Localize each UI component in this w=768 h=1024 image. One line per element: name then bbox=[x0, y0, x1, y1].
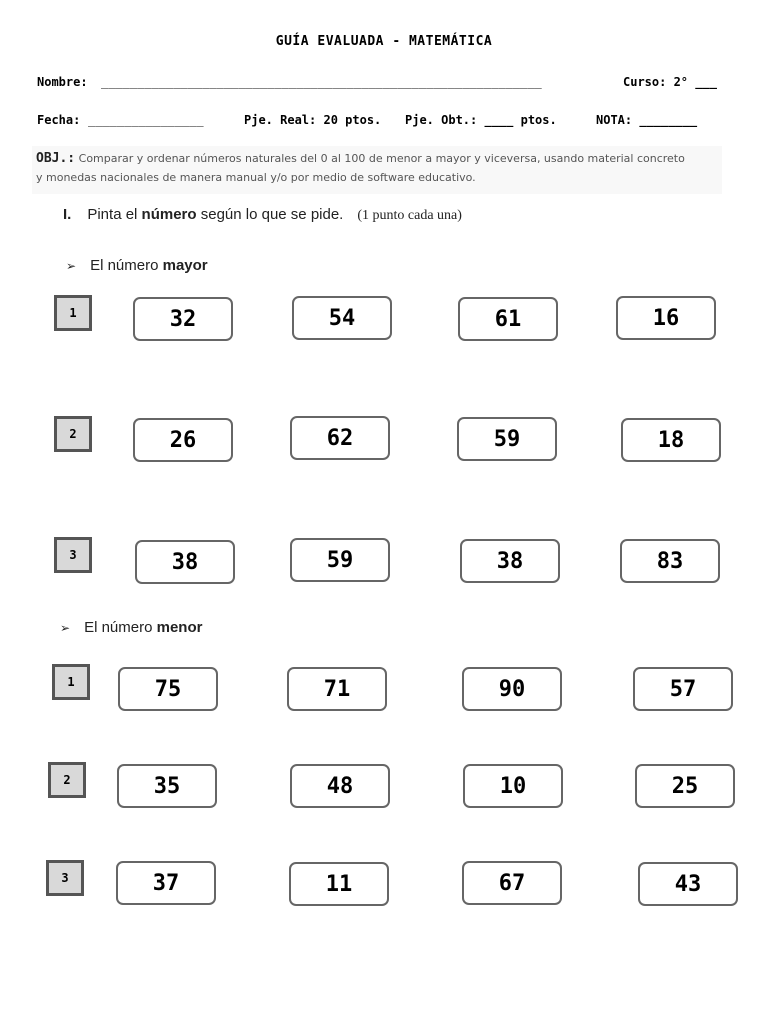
instruction-post: según lo que se pide. bbox=[196, 206, 344, 223]
objective-line-2: y monedas nacionales de manera manual y/o por medio de software educativo. bbox=[36, 171, 476, 184]
question-badge: 3 bbox=[46, 860, 84, 896]
number-option[interactable]: 38 bbox=[460, 539, 560, 583]
objective-line-1: Comparar y ordenar números naturales del 0 al 100 de menor a mayor y viceversa, usando material concreto bbox=[78, 152, 685, 165]
objective-label: OBJ.: bbox=[36, 151, 76, 166]
question-badge: 1 bbox=[54, 295, 92, 331]
number-option[interactable]: 11 bbox=[289, 862, 389, 906]
instruction-pre: Pinta el bbox=[87, 206, 142, 223]
section-number: I. bbox=[63, 206, 72, 223]
arrow-bullet-icon: ➢ bbox=[60, 621, 71, 635]
number-option[interactable]: 18 bbox=[621, 418, 721, 462]
page-title: GUÍA EVALUADA - MATEMÁTICA bbox=[275, 34, 493, 49]
number-option[interactable]: 61 bbox=[458, 297, 558, 341]
number-option[interactable]: 25 bbox=[635, 764, 735, 808]
number-option[interactable]: 67 bbox=[462, 861, 562, 905]
fecha-label: Fecha: bbox=[37, 113, 81, 127]
menor-label-bold: menor bbox=[156, 619, 203, 636]
question-badge: 1 bbox=[52, 664, 90, 700]
section-instruction bbox=[63, 206, 462, 224]
question-badge: 3 bbox=[54, 537, 92, 573]
nombre-label: Nombre: bbox=[37, 75, 88, 89]
question-badge: 2 bbox=[54, 416, 92, 452]
objective bbox=[36, 149, 726, 187]
pje-real: Pje. Real: 20 ptos. bbox=[244, 113, 382, 127]
nombre-field[interactable]: _____________________________________________________________ bbox=[101, 75, 542, 89]
number-option[interactable]: 75 bbox=[118, 667, 218, 711]
nota-field[interactable]: NOTA: ________ bbox=[596, 113, 698, 127]
number-option[interactable]: 71 bbox=[287, 667, 387, 711]
number-option[interactable]: 10 bbox=[463, 764, 563, 808]
number-option[interactable]: 54 bbox=[292, 296, 392, 340]
mayor-label-bold: mayor bbox=[162, 257, 208, 274]
section-points: (1 punto cada una) bbox=[357, 208, 462, 223]
question-badge: 2 bbox=[48, 762, 86, 798]
arrow-bullet-icon: ➢ bbox=[66, 259, 77, 273]
menor-heading bbox=[60, 619, 202, 636]
number-option[interactable]: 43 bbox=[638, 862, 738, 906]
instruction-bold: número bbox=[141, 206, 197, 223]
number-option[interactable]: 59 bbox=[457, 417, 557, 461]
number-option[interactable]: 38 bbox=[135, 540, 235, 584]
number-option[interactable]: 35 bbox=[117, 764, 217, 808]
fecha-field[interactable]: ________________ bbox=[88, 113, 204, 127]
number-option[interactable]: 62 bbox=[290, 416, 390, 460]
mayor-heading bbox=[66, 257, 208, 274]
menor-label-pre: El número bbox=[84, 619, 157, 636]
number-option[interactable]: 16 bbox=[616, 296, 716, 340]
number-option[interactable]: 59 bbox=[290, 538, 390, 582]
curso-field[interactable]: Curso: 2° ___ bbox=[623, 75, 717, 89]
number-option[interactable]: 90 bbox=[462, 667, 562, 711]
number-option[interactable]: 26 bbox=[133, 418, 233, 462]
number-option[interactable]: 83 bbox=[620, 539, 720, 583]
pje-obt-field[interactable]: Pje. Obt.: ____ ptos. bbox=[405, 113, 557, 127]
number-option[interactable]: 57 bbox=[633, 667, 733, 711]
number-option[interactable]: 48 bbox=[290, 764, 390, 808]
number-option[interactable]: 37 bbox=[116, 861, 216, 905]
mayor-label-pre: El número bbox=[90, 257, 163, 274]
number-option[interactable]: 32 bbox=[133, 297, 233, 341]
